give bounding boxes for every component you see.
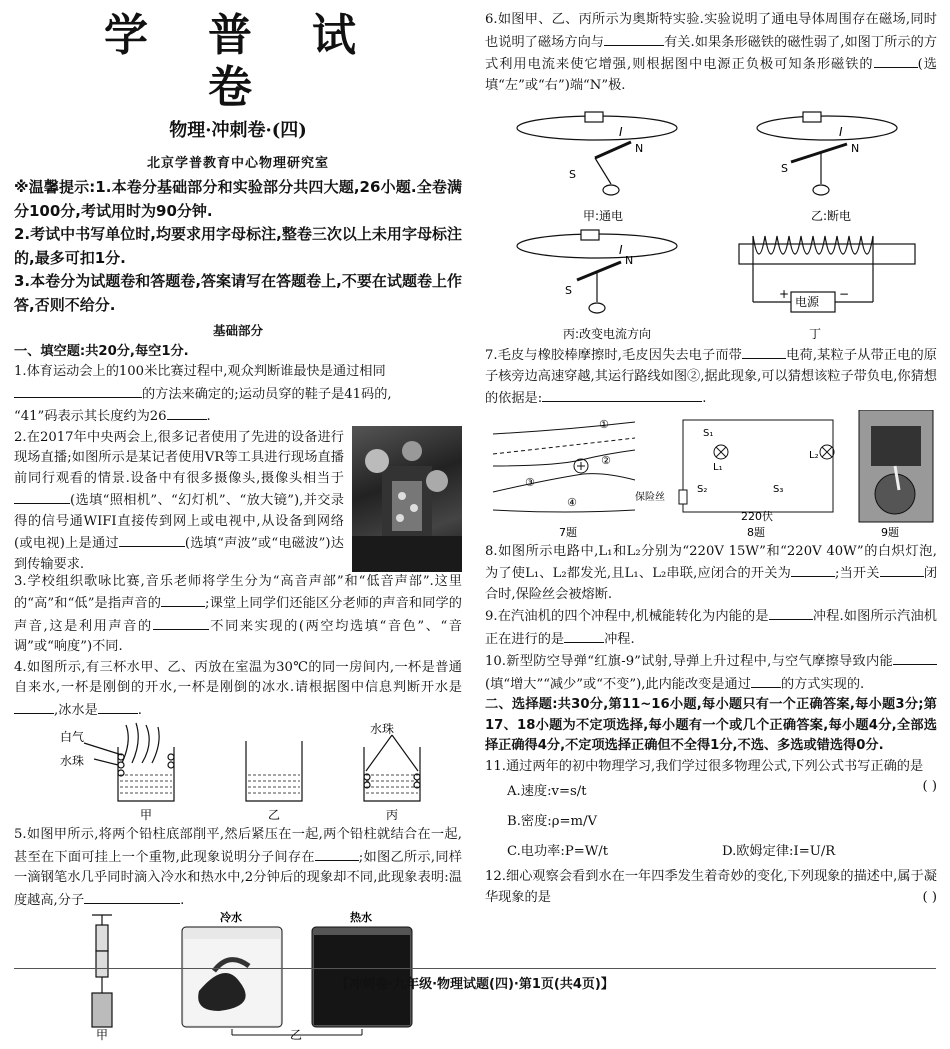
label-shuizhu-2: 水珠	[370, 722, 395, 736]
svg-text:保险丝: 保险丝	[635, 491, 665, 503]
answer-blank[interactable]	[14, 699, 54, 714]
svg-text:S₃: S₃	[773, 483, 784, 495]
label-shuizhu: 水珠	[60, 754, 85, 768]
footer-rule	[14, 968, 936, 969]
svg-text:L₂: L₂	[809, 449, 819, 461]
question-11-options	[485, 777, 937, 867]
question-10: 10.新型防空导弹“红旗-9”试射,导弹上升过程中,与空气摩擦导致内能(填“增大”“减少”或“不变”),此内能改变是通过 的方式实现的.	[485, 650, 937, 695]
answer-blank[interactable]	[167, 405, 207, 420]
svg-text:S: S	[781, 162, 788, 175]
question-9: 9.在汽油机的四个冲程中,机械能转化为内能的是 冲程.如图所示汽油机正在进行的是 冲程.	[485, 605, 937, 650]
fig5-label-jia: 甲	[96, 1028, 109, 1041]
cap-8: 8题	[747, 525, 765, 539]
svg-text:②: ②	[601, 453, 611, 467]
answer-blank[interactable]	[14, 489, 70, 504]
fig6-label-ding: 丁	[809, 327, 822, 341]
tip-1: ※温馨提示:1.本卷分基础部分和实验部分共四大题,26小题.全卷满分100分,考试用时为90分钟.	[14, 178, 462, 220]
answer-blank[interactable]	[564, 628, 604, 643]
answer-blank[interactable]	[153, 615, 209, 630]
fig5-label-cold: 冷水	[220, 911, 242, 924]
svg-text:S: S	[565, 284, 572, 297]
answer-blank[interactable]	[893, 650, 937, 665]
left-column	[14, 0, 462, 1041]
answer-blank[interactable]	[84, 889, 180, 904]
answer-blank[interactable]	[98, 699, 138, 714]
svg-text:S₂: S₂	[697, 483, 708, 495]
figure-7-8-9	[485, 410, 937, 542]
organization: 北京学普教育中心物理研究室	[146, 156, 329, 171]
svg-text:①: ①	[599, 417, 609, 431]
answer-blank[interactable]	[542, 387, 702, 402]
fig6-power-label: 电源	[795, 295, 820, 309]
question-5: 5.如图甲所示,将两个铅柱底部削平,然后紧压在一起,两个铅柱就结合在一起,甚至在下面可挂上一个重物,此现象说明分子间存在 ;如图乙所示,同样一滴钢笔水几乎同时滴入冷水和热水中,2分钟后的现象却不同,此现象表明:温度越高,分子 .	[14, 827, 462, 908]
answer-blank[interactable]	[751, 673, 781, 688]
right-column	[485, 10, 937, 908]
answer-blank[interactable]	[119, 532, 185, 547]
svg-text:N: N	[625, 254, 634, 267]
question-6: 6.如图甲、乙、丙所示为奥斯特实验.实验说明了通电导体周围存在磁场,同时也说明了磁场方向与 有关.如果条形磁铁的磁性弱了,如图丁所示的方式利用电流来使它增强,则根据图中电源正负极可知条形磁铁的 (选填“左”或“右”)端“N”极.	[485, 12, 937, 93]
page-footer: 【冲刺卷·九年级·物理试题(四)·第1页(共4页)】	[336, 977, 614, 992]
part1-heading: 一、填空题:共20分,每空1分.	[14, 343, 189, 359]
question-8: 8.如图所示电路中,L₁和L₂分别为“220V 15W”和“220V 40W”的白炽灯泡,为了使L₁、L₂都发光,且L₁、L₂串联,应闭合的开关为 ;当开关 闭合时,保险丝会被熔断.	[485, 543, 938, 602]
answer-blank[interactable]	[161, 592, 205, 607]
tip-3: 3.本卷分为试题卷和答题卷,答案请写在答题卷上,不要在试题卷上作答,否则不给分.	[14, 272, 462, 314]
question-2: 2.在2017年中央两会上,很多记者使用了先进的设备进行现场直播;如图所示是某记者使用VR等工具进行现场直播前同行观看的情景.设备中有很多摄像头,摄像头相当于(选填“照相机”、“幻灯机”、“放大镜”),并交录得的信号通WIFI直接传到网上或电视中,从设备到网络(或电视)上是通过 (选填“声波”或“电磁波”)达到传输要求.	[14, 429, 344, 572]
svg-text:N: N	[851, 142, 860, 155]
cap-9: 9题	[881, 525, 899, 539]
cap-7: 7题	[559, 525, 577, 539]
svg-text:③: ③	[525, 475, 535, 489]
label-yi: 乙	[268, 808, 281, 822]
tip-2: 2.考试中书写单位时,均要求用字母标注,整卷三次以上未用字母标注的,最多可扣1分.	[14, 225, 462, 267]
svg-text:−: −	[839, 287, 850, 301]
answer-blank[interactable]	[880, 562, 924, 577]
svg-text:N: N	[635, 142, 644, 155]
option-b[interactable]: B.密度:ρ=m/V	[507, 814, 597, 829]
fig6-label-yi: 乙:断电	[811, 209, 852, 223]
svg-text:I: I	[619, 243, 623, 257]
svg-text:I: I	[619, 125, 623, 139]
part2-heading: 二、选择题:共30分,第11~16小题,每小题只有一个正确答案,每小题3分;第17、18小题为不定项选择,每小题有一个或几个正确答案,每小题4分,全部选择正确得4分,不定项选择正确但不全得1分,不选、多选或错选得0分.	[485, 697, 937, 753]
answer-blank[interactable]	[769, 605, 813, 620]
svg-text:I: I	[839, 125, 843, 139]
fig6-label-bing: 丙:改变电流方向	[563, 327, 652, 341]
question-11: 11.通过两年的初中物理学习,我们学过很多物理公式,下列公式书写正确的是 ( )	[485, 758, 937, 794]
option-c[interactable]: C.电功率:P=W/t	[507, 844, 609, 859]
answer-blank[interactable]	[742, 344, 786, 359]
svg-text:S: S	[569, 168, 576, 181]
section-basic: 基础部分	[212, 323, 263, 338]
page-title: 学普试卷	[104, 10, 416, 113]
label-baiqi: 白气	[60, 730, 85, 744]
label-jia: 甲	[140, 808, 153, 822]
question-3: 3.学校组织歌咏比赛,音乐老师将学生分为“高音声部”和“低音声部”.这里的“高”和“低”是指声音的 ;课堂上同学们还能区分老师的声音和同学的声音,这是利用声音的 不同来实现的(两空均选填“音色”、“音调”或“响度”)不同.	[14, 573, 462, 654]
svg-text:S₁: S₁	[703, 427, 714, 439]
option-d[interactable]: D.欧姆定律:I=U/R	[722, 844, 836, 859]
answer-blank[interactable]	[604, 31, 664, 46]
fig5-label-hot: 热水	[350, 911, 372, 924]
question-12: 12.细心观察会看到水在一年四季发生着奇妙的变化,下列现象的描述中,属于凝华现象的是 ( )	[485, 869, 937, 905]
page-subtitle: 物理·冲刺卷·(四)	[169, 120, 307, 141]
answer-blank[interactable]	[315, 846, 359, 861]
svg-text:④: ④	[567, 495, 577, 509]
answer-blank[interactable]	[791, 562, 835, 577]
vr-reporter-photo	[352, 426, 462, 572]
question-1: 1.体育运动会上的100米比赛过程中,观众判断谁最快是通过相同 的方法来确定的;运动员穿的鞋子是41码的, “41”码表示其长度约为26 .	[14, 364, 392, 424]
svg-text:220伏: 220伏	[741, 509, 773, 523]
fig6-label-jia: 甲:通电	[583, 209, 624, 223]
option-a[interactable]: A.速度:v=s/t	[507, 784, 587, 799]
question-2-block	[14, 428, 462, 572]
answer-blank[interactable]	[14, 383, 142, 398]
svg-text:+: +	[779, 287, 790, 301]
fig5-label-yi: 乙	[290, 1028, 303, 1041]
label-bing: 丙	[386, 808, 399, 822]
figure-6-oersted	[485, 96, 937, 344]
figure-4-beakers	[14, 721, 462, 825]
answer-blank[interactable]	[874, 53, 918, 68]
svg-text:L₁: L₁	[713, 461, 723, 473]
question-7: 7.毛皮与橡胶棒摩擦时,毛皮因失去电子而带 电荷,某粒子从带正电的原子核旁边高速穿越,其运行路线如图②,据此现象,可以猜想该粒子带负电,你猜想的依据是: .	[485, 344, 937, 410]
question-4: 4.如图所示,有三杯水甲、乙、丙放在室温为30℃的同一房间内,一杯是普通自来水,一杯是刚倒的开水,一杯是刚倒的冰水.请根据图中信息判断开水是,冰水是 .	[14, 659, 462, 718]
